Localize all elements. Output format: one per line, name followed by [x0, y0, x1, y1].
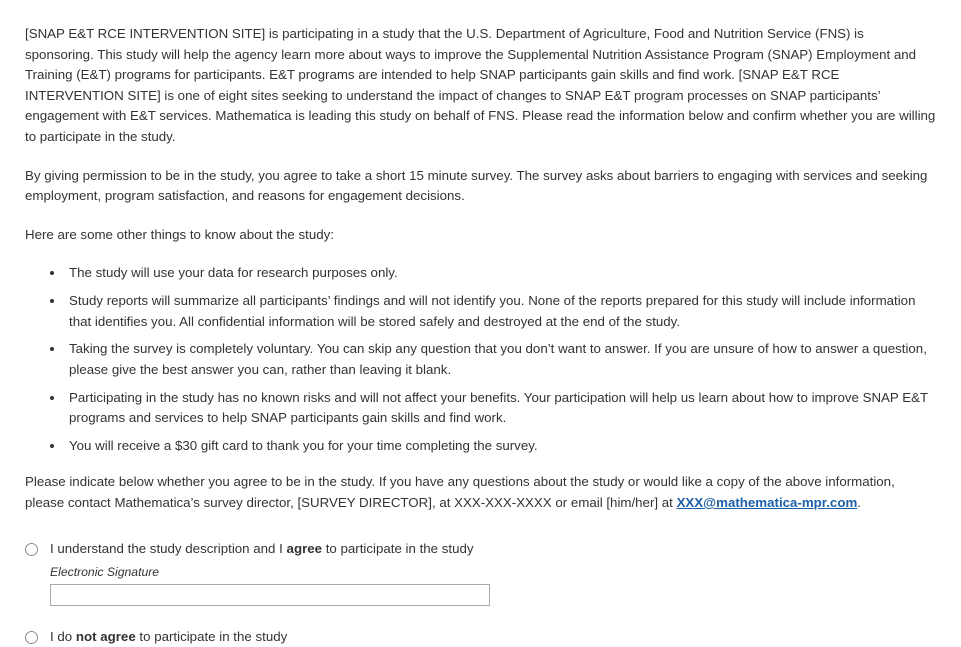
agree-label-emphasis: agree [286, 540, 323, 556]
consent-agree-row[interactable] [25, 540, 936, 559]
consent-disagree-row[interactable] [25, 628, 936, 647]
consent-paragraph: By giving permission to be in the study, you agree to take a short 15 minute survey. The survey asks about barriers to engaging with services and seeking employment, program satisfaction, and reasons for engagement decisions. [25, 167, 928, 204]
disagree-label-suffix: to participate in the study [135, 629, 288, 645]
study-facts-list [25, 263, 936, 456]
closing-text-before-email: Please indicate below whether you agree to be in the study. If you have any questions about the study or would like a copy of the above information, please contact Mathematica’s survey director, [SURVEY DIRECTOR], at XXX-XXX-XXXX or email [him/her] at [25, 474, 895, 510]
electronic-signature-label: Electronic Signature [50, 565, 160, 580]
list-item: • The study will use your data for research purposes only. [65, 263, 936, 284]
agree-label-prefix: I understand the study description and I [50, 540, 287, 556]
list-intro-text: Here are some other things to know about the study: [25, 226, 334, 242]
agree-label-suffix: to participate in the study [322, 540, 474, 556]
list-item: • Taking the survey is completely voluntary. You can skip any question that you don’t want to answer. If you are unsure of how to answer a question, please give the best answer you can, rather than leaving it blank. [65, 339, 936, 380]
consent-agree-label [50, 540, 474, 559]
survey-director-email-link[interactable]: XXX@mathematica-mpr.com [676, 494, 858, 510]
intro-paragraph: [SNAP E&T RCE INTERVENTION SITE] is participating in a study that the U.S. Department of Agriculture, Food and Nutrition Service (FNS) is sponsoring. This study will help the agency learn more about ways to improve the Supplemental Nutrition Assistance Program (SNAP) Employment and Training (E&T) programs for participants. E&T programs are intended to help SNAP participants gain skills and find work. [SNAP E&T RCE INTERVENTION SITE] is one of eight sites seeking to understand the impact of changes to SNAP E&T program processes on SNAP participants’ engagement with E&T services. Mathematica is leading this study on behalf of FNS. Please read the information below and confirm whether you are willing to participate in the study. [25, 26, 936, 145]
closing-text-after-email: . [857, 494, 861, 510]
consent-disagree-label [50, 628, 287, 647]
consent-choice-group [25, 540, 936, 647]
disagree-label-emphasis: not agree [75, 629, 136, 645]
list-item: • You will receive a $30 gift card to thank you for your time completing the survey. [65, 436, 936, 457]
list-item: • Study reports will summarize all participants’ findings and will not identify you. None of the reports prepared for this study will include information that identifies you. All confidential information will be stored safely and destroyed at the end of the study. [65, 291, 936, 332]
disagree-label-prefix: I do [50, 629, 76, 645]
radio-agree-icon[interactable] [25, 543, 38, 556]
list-item: • Participating in the study has no known risks and will not affect your benefits. Your participation will help us learn about how to improve SNAP E&T programs and services to help SNAP participants gain skills and find work. [65, 388, 936, 429]
radio-disagree-icon[interactable] [25, 631, 38, 644]
electronic-signature-input[interactable] [50, 584, 490, 606]
closing-paragraph [25, 472, 936, 513]
